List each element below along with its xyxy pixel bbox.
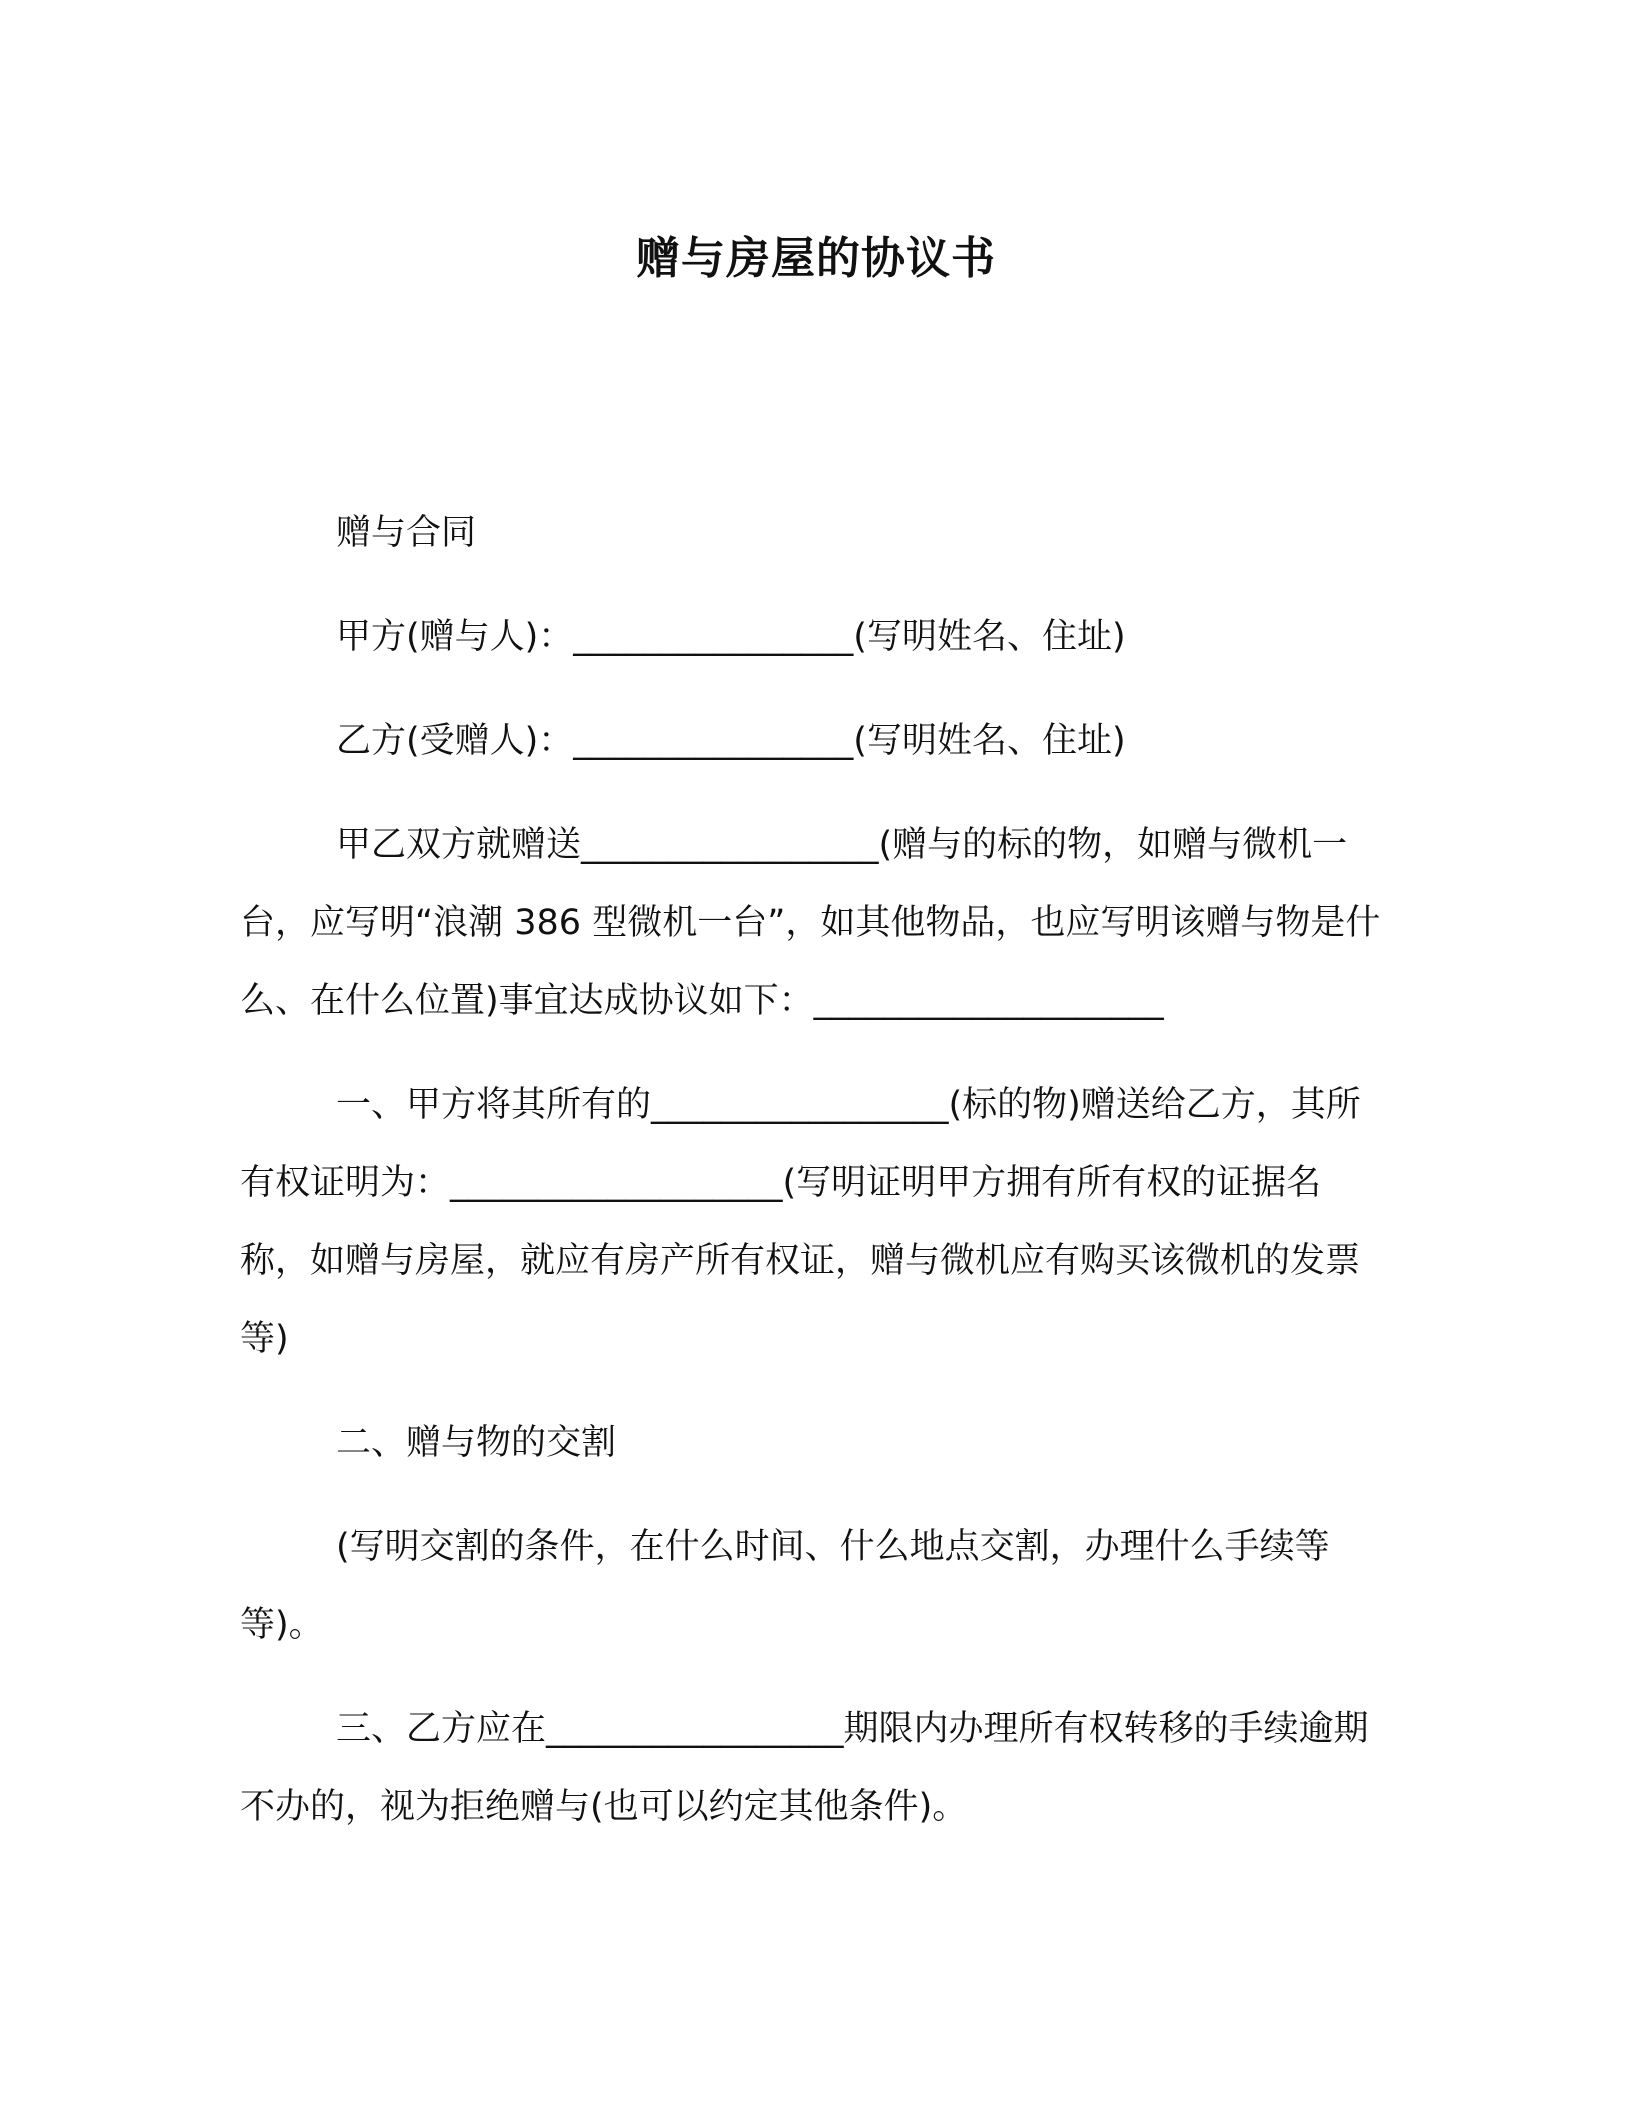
paragraph-party-a: 甲方(赠与人)：________________(写明姓名、住址) bbox=[336, 617, 1126, 657]
spacer bbox=[240, 1482, 1390, 1508]
paragraph-party-b: 乙方(受赠人)：________________(写明姓名、住址) bbox=[336, 721, 1126, 761]
document-title: 赠与房屋的协议书 bbox=[636, 233, 996, 284]
document-body bbox=[240, 494, 1390, 1846]
paragraph-article-2-heading: 二、赠与物的交割 bbox=[336, 1423, 617, 1463]
paragraph-intro: 甲乙双方就赠送_________________(赠与的标的物，如赠与微机一台，应写明“浪潮 386 型微机一台”，如其他物品，也应写明该赠与物是什么、在什么位置)事宜达成协议如下：____________________ bbox=[240, 825, 1381, 1021]
paragraph-article-1: 一、甲方将其所有的_________________(标的物)赠送给乙方，其所有权证明为：___________________(写明证明甲方拥有所有权的证据名称，如赠与房屋，就应有房产所有权证，赠与微机应有购买该微机的发票等) bbox=[240, 1085, 1361, 1359]
paragraph-article-3: 三、乙方应在_________________期限内办理所有权转移的手续逾期不办的，视为拒绝赠与(也可以约定其他条件)。 bbox=[240, 1709, 1369, 1827]
paragraph-article-2-body: (写明交割的条件，在什么时间、什么地点交割，办理什么手续等等)。 bbox=[240, 1527, 1330, 1645]
spacer bbox=[240, 1378, 1390, 1404]
spacer bbox=[240, 676, 1390, 702]
spacer bbox=[240, 572, 1390, 598]
spacer bbox=[240, 1664, 1390, 1690]
spacer bbox=[240, 780, 1390, 806]
spacer bbox=[240, 1040, 1390, 1066]
paragraph-contract-heading: 赠与合同 bbox=[336, 513, 477, 553]
